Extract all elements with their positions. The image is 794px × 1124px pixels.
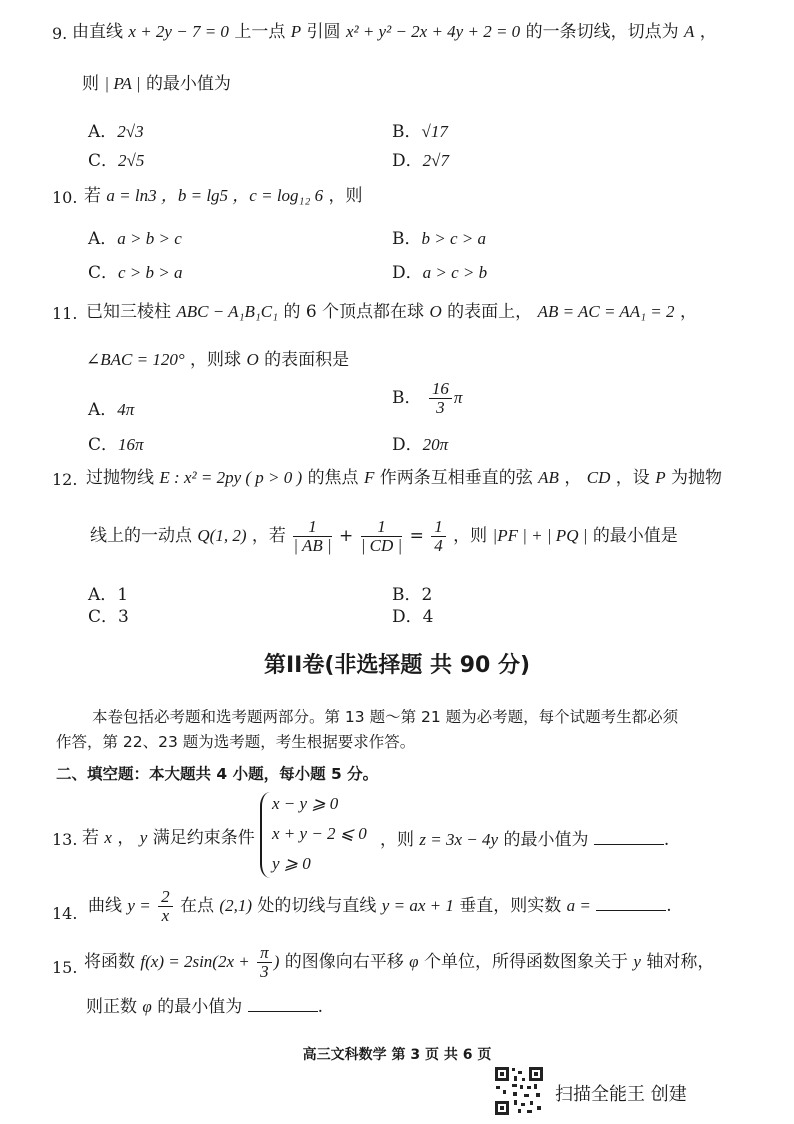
q15-fraction: $\frac{\pi}{3}$ bbox=[257, 944, 272, 981]
q13-stem-post: ，则 z = 3x − 4y 的最小值为 . bbox=[380, 830, 670, 850]
q15-number: 15. bbox=[52, 958, 78, 977]
section-intro-line2: 作答，第 22、23 题为选考题，考生根据要求作答。 bbox=[56, 733, 416, 751]
q12-stem-line1: 过抛物线 E : x² = 2py ( p > 0 ) 的焦点 F 作两条互相垂直的弦 AB ， CD ，设 P 为抛物 bbox=[86, 468, 722, 488]
q13-brace bbox=[260, 792, 272, 878]
q15-stem-line1: 将函数 f(x) = 2sin(2x + $\frac{\pi}{3}$ ) 的图像向右平移 φ 个单位，所得函数图象关于 y 轴对称， bbox=[84, 943, 715, 981]
q12-option-d: D．4 bbox=[392, 607, 434, 627]
qr-code-icon bbox=[494, 1066, 544, 1116]
section-title: 第II卷(非选择题 共 90 分) bbox=[263, 653, 531, 678]
q13-stem-pre: 若 x ， y 满足约束条件 bbox=[82, 828, 255, 848]
q12-option-a: A．1 bbox=[88, 585, 129, 605]
q13-answer-blank[interactable] bbox=[594, 828, 664, 845]
q9-option-a: A．2√3 bbox=[88, 122, 144, 142]
q9-stem-line2: 则 | PA | 的最小值为 bbox=[82, 74, 231, 94]
q11-number: 11. bbox=[52, 304, 78, 323]
q12-option-b: B．2 bbox=[392, 585, 433, 605]
q12-fraction-ab: $\frac{1}{| AB |}$ bbox=[293, 517, 332, 555]
q12-stem-line2: 线上的一动点 Q(1, 2) ，若 $\frac{1}{| AB |}$ + $\frac{1}{| CD |}$ = $\frac{1}{4}$ ，则 |PF | + | PQ | 的最小值是 bbox=[90, 517, 678, 555]
q14-answer-blank[interactable] bbox=[596, 894, 666, 911]
q9-number: 9. bbox=[52, 24, 68, 43]
q9-option-d: D．2√7 bbox=[392, 151, 449, 171]
q13-constraint-2: x + y − 2 ⩽ 0 bbox=[272, 824, 367, 843]
q14-fraction: $\frac{2}{x}$ bbox=[158, 888, 173, 925]
q10-option-d: D．a > c > b bbox=[392, 263, 488, 283]
q11-option-b: B． $\frac{16}{3}$ π bbox=[392, 379, 463, 417]
q10-option-a: A．a > b > c bbox=[88, 229, 182, 249]
q10-stem: 若 a = ln3 ，b = lg5 ，c = log₁₂ 6 ，则 bbox=[84, 186, 363, 206]
q10-option-c: C．c > b > a bbox=[88, 263, 183, 283]
q15-stem-line2: 则正数 φ 的最小值为 . bbox=[86, 997, 324, 1017]
q13-constraint-1: x − y ⩾ 0 bbox=[272, 794, 339, 813]
q12-fraction-quarter: $\frac{1}{4}$ bbox=[431, 518, 446, 555]
q12-fraction-cd: $\frac{1}{| CD |}$ bbox=[360, 517, 403, 555]
section-intro-line1: 本卷包括必考题和选考题两部分。第 13 题～第 21 题为必考题，每个试题考生都必须 bbox=[92, 708, 679, 726]
scanner-watermark: 扫描全能王 创建 bbox=[555, 1084, 687, 1105]
part-heading: 二、填空题：本大题共 4 小题，每小题 5 分。 bbox=[56, 765, 379, 783]
q9-stem-line1: 由直线 x + 2y − 7 = 0 上一点 P 引圆 x² + y² − 2x + 4y + 2 = 0 的一条切线，切点为 A ， bbox=[72, 22, 717, 42]
q11-option-d: D．20π bbox=[392, 435, 449, 455]
q11-option-c: C．16π bbox=[88, 435, 144, 455]
page-footer: 高三文科数学 第 3 页 共 6 页 bbox=[302, 1047, 492, 1063]
q10-number: 10. bbox=[52, 188, 78, 207]
q11-option-a: A．4π bbox=[88, 400, 135, 420]
q13-number: 13. bbox=[52, 830, 78, 849]
q14-number: 14. bbox=[52, 904, 78, 923]
q14-stem: 曲线 y = $\frac{2}{x}$ 在点 (2,1) 处的切线与直线 y = ax + 1 垂直，则实数 a = . bbox=[88, 887, 672, 925]
q11-option-b-fraction: $\frac{16}{3}$ bbox=[429, 380, 452, 417]
q13-constraint-3: y ⩾ 0 bbox=[272, 854, 311, 873]
q11-stem-line1: 已知三棱柱 ABC − A₁B₁C₁ 的 6 个顶点都在球 O 的表面上， AB = AC = AA₁ = 2 ， bbox=[86, 302, 697, 322]
q10-option-b: B．b > c > a bbox=[392, 229, 486, 249]
q9-option-b: B．√17 bbox=[392, 122, 448, 142]
q12-option-c: C．3 bbox=[88, 607, 129, 627]
q12-number: 12. bbox=[52, 470, 78, 489]
q15-answer-blank[interactable] bbox=[248, 995, 318, 1012]
q9-option-c: C．2√5 bbox=[88, 151, 145, 171]
q11-stem-line2: ∠BAC = 120° ，则球 O 的表面积是 bbox=[86, 350, 350, 370]
